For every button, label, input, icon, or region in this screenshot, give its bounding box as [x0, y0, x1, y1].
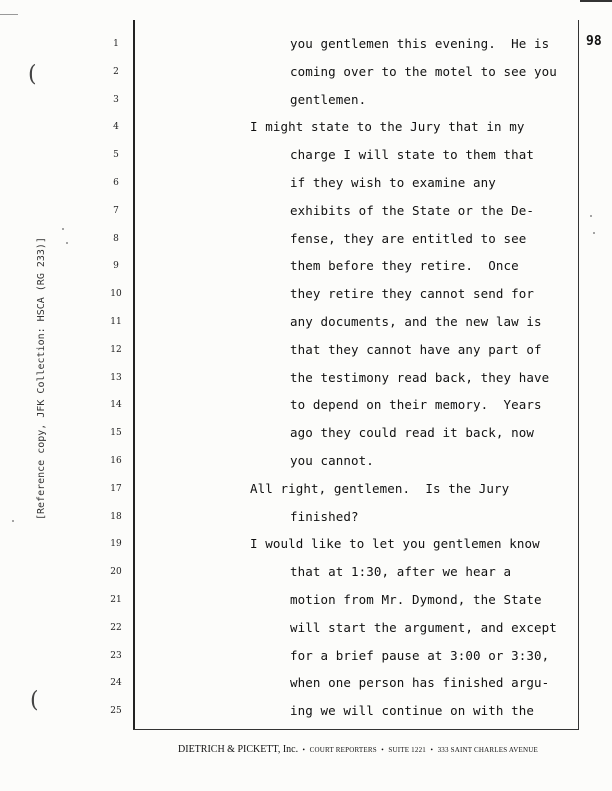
footer-role: COURT REPORTERS — [309, 746, 377, 754]
bottom-margin-rule — [133, 729, 579, 730]
line-number: 25 — [110, 706, 122, 717]
transcript-line: ago they could read it back, now — [290, 425, 535, 441]
line-number: 12 — [110, 344, 122, 355]
line-number: 1 — [113, 39, 119, 49]
transcript-line: I might state to the Jury that in my — [250, 119, 525, 135]
line-number: 19 — [110, 539, 122, 550]
transcript-line: will start the argument, and except — [290, 619, 557, 635]
transcript-line: motion from Mr. Dymond, the State — [290, 592, 542, 607]
transcript-line: that they cannot have any part of — [290, 341, 542, 357]
top-edge-mark — [580, 0, 612, 2]
line-number: 14 — [110, 400, 122, 411]
footer-firm: DIETRICH & PICKETT, Inc. — [178, 744, 299, 755]
footer-suite: SUITE 1221 — [388, 746, 426, 754]
binder-hole-mark-top: ( — [28, 62, 37, 87]
page-number: 98 — [586, 34, 602, 49]
transcript-line: gentlemen. — [290, 91, 367, 107]
transcript-line: if they wish to examine any — [290, 175, 496, 190]
left-margin-rule — [133, 20, 135, 730]
line-number: 16 — [110, 456, 122, 466]
transcript-line: for a brief pause at 3:00 or 3:30, — [290, 647, 550, 663]
binder-hole-mark-bottom: ( — [30, 688, 39, 713]
scan-speck — [62, 228, 64, 230]
scan-speck — [66, 242, 68, 244]
transcript-line: you cannot. — [290, 453, 374, 468]
line-number: 8 — [113, 233, 119, 244]
left-edge-tick — [0, 14, 18, 15]
line-number: 9 — [113, 261, 119, 272]
footer-address: 333 SAINT CHARLES AVENUE — [437, 746, 538, 754]
line-number: 18 — [110, 511, 122, 522]
transcript-line: when one person has finished argu- — [290, 675, 550, 691]
transcript-line: All right, gentlemen. Is the Jury — [250, 480, 510, 496]
scan-speck — [12, 520, 14, 522]
court-reporter-footer: DIETRICH & PICKETT, Inc. • COURT REPORTERS • SUITE 1221 • 333 SAINT CHARLES AVENUE — [178, 744, 538, 755]
line-number: 4 — [113, 122, 119, 133]
line-number: 6 — [113, 178, 119, 188]
line-number: 15 — [110, 428, 122, 439]
line-number: 23 — [110, 650, 122, 661]
transcript-line: they retire they cannot send for — [290, 286, 535, 302]
archive-reference-note: [Reference copy, JFK Collection: HSCA (RG 233)] — [36, 237, 47, 520]
transcript-line: ing we will continue on with the — [290, 703, 535, 719]
line-number: 11 — [110, 317, 122, 327]
line-number: 10 — [110, 289, 122, 300]
transcript-line: exhibits of the State or the De- — [290, 202, 535, 218]
line-number: 7 — [113, 205, 119, 216]
transcript-line: I would like to let you gentlemen know — [250, 536, 540, 552]
line-number: 21 — [110, 595, 122, 605]
transcript-line: them before they retire. Once — [290, 258, 519, 274]
transcript-line: finished? — [290, 508, 359, 524]
right-margin-rule — [578, 20, 579, 730]
line-number: 5 — [113, 150, 119, 161]
line-number: 13 — [110, 372, 122, 383]
scan-speck — [590, 215, 592, 217]
transcript-line: that at 1:30, after we hear a — [290, 564, 512, 580]
line-number: 2 — [113, 66, 119, 77]
scan-speck — [593, 232, 595, 234]
transcript-line: charge I will state to them that — [290, 147, 535, 163]
transcript-line: the testimony read back, they have — [290, 369, 550, 385]
transcript-line: coming over to the motel to see you — [290, 63, 557, 79]
transcript-line: to depend on their memory. Years — [290, 397, 542, 413]
line-number: 20 — [110, 567, 122, 578]
transcript-line: any documents, and the new law is — [290, 314, 542, 329]
line-number: 24 — [110, 678, 122, 689]
transcript-line: fense, they are entitled to see — [290, 230, 527, 246]
line-number: 17 — [110, 483, 122, 494]
line-number: 22 — [110, 622, 122, 633]
transcript-line: you gentlemen this evening. He is — [290, 36, 550, 51]
line-number: 3 — [113, 94, 119, 105]
